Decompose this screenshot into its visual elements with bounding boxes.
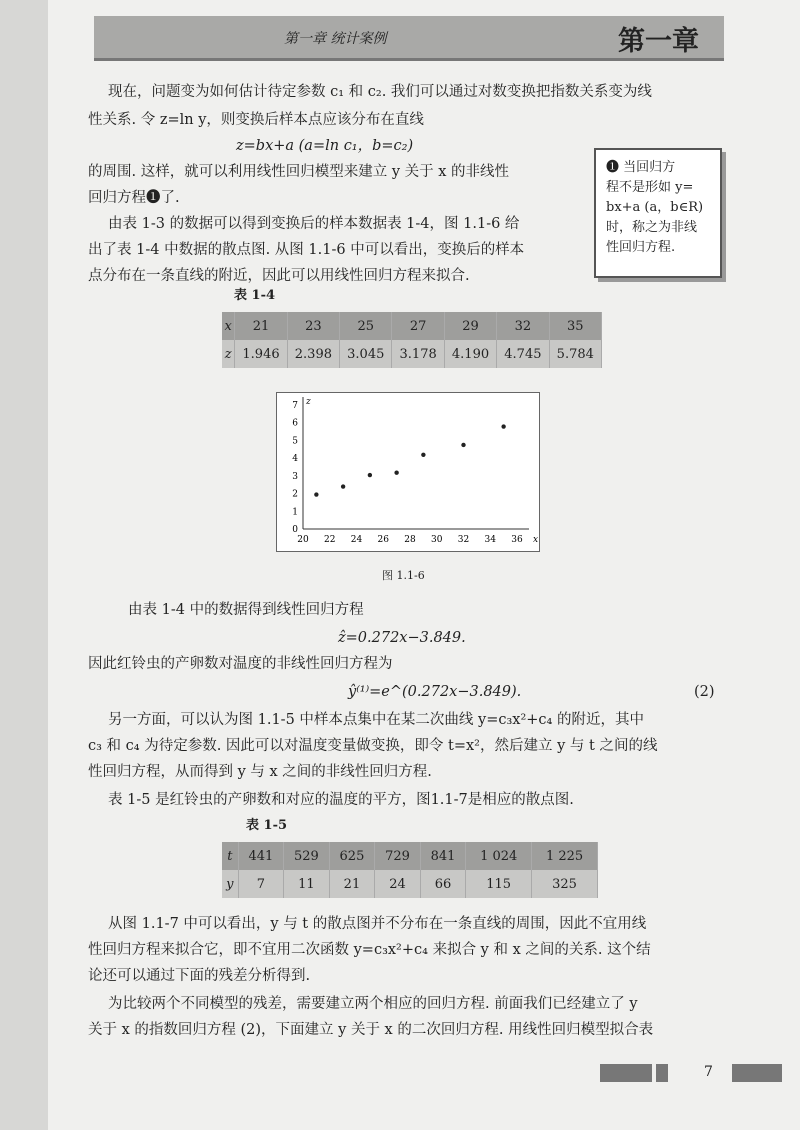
- x-tick-label: 24: [350, 535, 363, 545]
- text: 表 1-5 是红铃虫的产卵数和对应的温度的平方，图1.1-7是相应的散点图.: [108, 792, 574, 808]
- table-cell: 11: [284, 870, 330, 898]
- y-tick-label: 5: [292, 436, 298, 447]
- header-title: 第一章 统计案例: [284, 31, 387, 47]
- y-tick-label: 7: [292, 401, 298, 411]
- table-cell: 2.398: [287, 340, 339, 368]
- note-line: bx+a (a，b∈R): [606, 200, 704, 215]
- chapter-badge: 第一章: [618, 26, 699, 57]
- table-cell: 24: [375, 870, 421, 898]
- text: 的周围. 这样，就可以利用线性回归模型来建立 y 关于 x 的非线性: [88, 164, 510, 180]
- text: 性关系. 令 z=ln y，则变换后样本点应该分布在直线: [88, 112, 424, 128]
- table-cell: 7: [238, 870, 284, 898]
- note-line: 时，称之为非线: [606, 220, 698, 235]
- table-cell: 1 225: [532, 842, 598, 870]
- text: 论还可以通过下面的残差分析得到.: [88, 968, 311, 984]
- table-cell: 25: [340, 312, 392, 340]
- x-tick-label: 32: [457, 535, 470, 545]
- table-cell: 841: [420, 842, 466, 870]
- text: 出了表 1-4 中数据的散点图. 从图 1.1-6 中可以看出，变换后的样本: [88, 242, 525, 258]
- table-cell: 115: [466, 870, 532, 898]
- table-cell: 3.178: [392, 340, 444, 368]
- text: 另一方面，可以认为图 1.1-5 中样本点集中在某二次曲线 y=c₃x²+c₄ 的附近，其中: [108, 712, 644, 728]
- table-cell: t: [222, 842, 238, 870]
- y-tick-label: 4: [292, 454, 298, 465]
- y-tick-label: 6: [292, 418, 298, 429]
- data-point: [461, 443, 465, 447]
- table-cell: 4.190: [444, 340, 496, 368]
- x-tick-label: 26: [377, 535, 389, 545]
- data-point: [314, 492, 318, 496]
- table-cell: 625: [329, 842, 375, 870]
- table-1-4: [222, 312, 602, 368]
- x-tick-label: 34: [484, 535, 496, 545]
- table-cell: x: [222, 312, 235, 340]
- text: 性回归方程来拟合它，即不宜用二次函数 y=c₃x²+c₄ 来拟合 y 和 x 之间的关系. 这个结: [88, 942, 651, 958]
- table-caption: 表 1-4: [234, 288, 276, 303]
- note-line: 程不是形如 y=: [606, 180, 694, 195]
- x-tick-label: 36: [511, 535, 523, 545]
- equation: ẑ=0.272x−3.849.: [338, 630, 466, 646]
- x-tick-label: 20: [297, 535, 309, 545]
- scatter-chart: [276, 392, 540, 552]
- figure-caption: 图 1.1-6: [382, 569, 425, 582]
- note-line: ❶ 当回归方: [606, 160, 676, 175]
- table-cell: 23: [287, 312, 339, 340]
- data-point: [341, 484, 345, 488]
- table-cell: 441: [238, 842, 284, 870]
- x-tick-label: 22: [324, 535, 336, 545]
- text: 由表 1-3 的数据可以得到变换后的样本数据表 1-4，图 1.1-6 给: [108, 216, 520, 232]
- y-tick-label: 2: [292, 489, 298, 500]
- table-cell: 4.745: [497, 340, 549, 368]
- table-cell: 529: [284, 842, 330, 870]
- table-cell: 729: [375, 842, 421, 870]
- text: 点分布在一条直线的附近，因此可以用线性回归方程来拟合.: [88, 268, 470, 284]
- table-caption: 表 1-5: [246, 818, 288, 833]
- text: 为比较两个不同模型的残差，需要建立两个相应的回归方程. 前面我们已经建立了 y: [108, 996, 638, 1012]
- y-tick-label: 3: [292, 471, 298, 482]
- table-cell: 5.784: [549, 340, 601, 368]
- text: 从图 1.1-7 中可以看出，y 与 t 的散点图并不分布在一条直线的周围，因此不宜用线: [108, 916, 647, 932]
- x-tick-label: 30: [431, 535, 443, 545]
- data-point: [368, 473, 372, 477]
- text: c₃ 和 c₄ 为待定参数. 因此可以对温度变量做变换，即令 t=x²，然后建立 y 与 t 之间的线: [88, 738, 658, 754]
- table-cell: 32: [497, 312, 549, 340]
- text: 回归方程❶了.: [88, 190, 180, 206]
- page-number: 7: [704, 1064, 713, 1080]
- equation: z=bx+a (a=ln c₁，b=c₂): [236, 138, 414, 154]
- table-cell: z: [222, 340, 235, 368]
- data-point: [501, 424, 505, 428]
- footer-bar: [732, 1064, 782, 1082]
- equation: ŷ⁽¹⁾=e^(0.272x−3.849).: [348, 684, 522, 700]
- table-cell: 325: [532, 870, 598, 898]
- text: 因此红铃虫的产卵数对温度的非线性回归方程为: [88, 656, 393, 672]
- table-cell: y: [222, 870, 238, 898]
- table-cell: 1 024: [466, 842, 532, 870]
- equation-number: (2): [694, 684, 715, 700]
- data-point: [421, 453, 425, 457]
- table-cell: 29: [444, 312, 496, 340]
- margin-note: [594, 148, 722, 278]
- text: 关于 x 的指数回归方程 (2)，下面建立 y 关于 x 的二次回归方程. 用线性回归模型拟合表: [88, 1022, 654, 1038]
- y-tick-label: 0: [292, 525, 298, 535]
- table-cell: 21: [235, 312, 287, 340]
- text: 现在，问题变为如何估计待定参数 c₁ 和 c₂. 我们可以通过对数变换把指数关系变为线: [108, 84, 652, 100]
- x-axis-label: x: [533, 535, 539, 545]
- y-tick-label: 1: [292, 507, 298, 518]
- y-axis-label: z: [306, 397, 311, 407]
- footer-bar: [656, 1064, 668, 1082]
- table-cell: 27: [392, 312, 444, 340]
- table-cell: 35: [549, 312, 601, 340]
- header-bar: [94, 16, 724, 61]
- table-cell: 66: [420, 870, 466, 898]
- table-cell: 21: [329, 870, 375, 898]
- table-1-5: [222, 842, 598, 898]
- table-cell: 3.045: [340, 340, 392, 368]
- data-point: [394, 471, 398, 475]
- footer-bar: [600, 1064, 652, 1082]
- note-line: 性回归方程.: [606, 240, 676, 255]
- text: 由表 1-4 中的数据得到线性回归方程: [128, 602, 364, 618]
- text: 性回归方程，从而得到 y 与 x 之间的非线性回归方程.: [88, 764, 432, 780]
- x-tick-label: 28: [404, 535, 416, 545]
- table-cell: 1.946: [235, 340, 287, 368]
